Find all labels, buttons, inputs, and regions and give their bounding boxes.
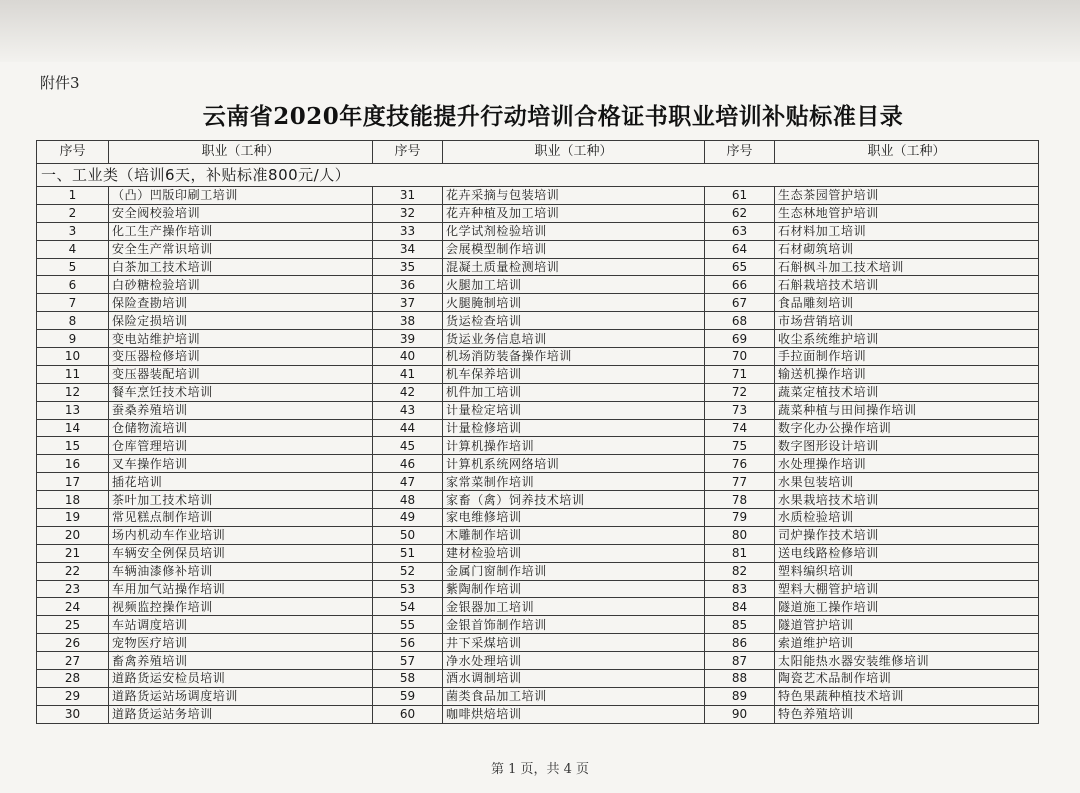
occupation-name: 车站调度培训 (109, 616, 373, 634)
table-row (37, 687, 1039, 705)
occupation-name: 安全阀校验培训 (109, 204, 373, 222)
row-number: 52 (373, 562, 443, 580)
occupation-name: 保险定损培训 (109, 312, 373, 330)
occupation-name: 机车保养培训 (443, 365, 705, 383)
row-number: 28 (37, 670, 109, 688)
occupation-name: 水果包装培训 (775, 473, 1039, 491)
row-number: 40 (373, 348, 443, 366)
occupation-name: 数字图形设计培训 (775, 437, 1039, 455)
occupation-name: 蔬菜定植技术培训 (775, 383, 1039, 401)
table-row (37, 348, 1039, 366)
row-number: 60 (373, 705, 443, 723)
section-heading: 一、工业类（培训6天，补贴标准800元/人） (37, 164, 1039, 187)
occupation-name: 手拉面制作培训 (775, 348, 1039, 366)
occupation-name: 酒水调制培训 (443, 670, 705, 688)
occupation-name: 视频监控操作培训 (109, 598, 373, 616)
row-number: 46 (373, 455, 443, 473)
row-number: 16 (37, 455, 109, 473)
row-number: 55 (373, 616, 443, 634)
row-number: 48 (373, 491, 443, 509)
table-row (37, 222, 1039, 240)
occupation-name: 特色果蔬种植技术培训 (775, 687, 1039, 705)
row-number: 87 (705, 652, 775, 670)
table-row (37, 491, 1039, 509)
occupation-name: 输送机操作培训 (775, 365, 1039, 383)
occupation-name: 索道维护培训 (775, 634, 1039, 652)
row-number: 32 (373, 204, 443, 222)
row-number: 76 (705, 455, 775, 473)
row-number: 33 (373, 222, 443, 240)
row-number: 26 (37, 634, 109, 652)
row-number: 50 (373, 526, 443, 544)
row-number: 54 (373, 598, 443, 616)
header-seq: 序号 (373, 141, 443, 164)
occupation-name: 建材检验培训 (443, 544, 705, 562)
row-number: 80 (705, 526, 775, 544)
occupation-name: 水质检验培训 (775, 509, 1039, 527)
row-number: 78 (705, 491, 775, 509)
row-number: 5 (37, 258, 109, 276)
occupation-name: （凸）凹版印刷工培训 (109, 187, 373, 205)
row-number: 10 (37, 348, 109, 366)
occupation-name: 食品雕刻培训 (775, 294, 1039, 312)
row-number: 66 (705, 276, 775, 294)
row-number: 21 (37, 544, 109, 562)
row-number: 51 (373, 544, 443, 562)
occupation-name: 仓库管理培训 (109, 437, 373, 455)
attachment-label: 附件3 (40, 74, 80, 92)
occupation-name: 会展模型制作培训 (443, 240, 705, 258)
row-number: 11 (37, 365, 109, 383)
occupation-name: 塑料编织培训 (775, 562, 1039, 580)
occupation-name: 石材料加工培训 (775, 222, 1039, 240)
occupation-name: 变电站维护培训 (109, 330, 373, 348)
row-number: 3 (37, 222, 109, 240)
page-footer: 第 1 页，共 4 页 (490, 762, 590, 777)
header-seq: 序号 (705, 141, 775, 164)
table-row (37, 634, 1039, 652)
row-number: 36 (373, 276, 443, 294)
row-number: 13 (37, 401, 109, 419)
row-number: 65 (705, 258, 775, 276)
row-number: 39 (373, 330, 443, 348)
header-occupation: 职业（工种） (443, 141, 705, 164)
row-number: 82 (705, 562, 775, 580)
occupation-name: 市场营销培训 (775, 312, 1039, 330)
occupation-name: 送电线路检修培训 (775, 544, 1039, 562)
row-number: 20 (37, 526, 109, 544)
row-number: 61 (705, 187, 775, 205)
row-number: 69 (705, 330, 775, 348)
table-row (37, 509, 1039, 527)
occupation-name: 井下采煤培训 (443, 634, 705, 652)
row-number: 43 (373, 401, 443, 419)
row-number: 68 (705, 312, 775, 330)
row-number: 56 (373, 634, 443, 652)
header-seq: 序号 (37, 141, 109, 164)
row-number: 2 (37, 204, 109, 222)
row-number: 83 (705, 580, 775, 598)
table-row (37, 455, 1039, 473)
occupation-name: 餐车烹饪技术培训 (109, 383, 373, 401)
occupation-name: 仓储物流培训 (109, 419, 373, 437)
row-number: 44 (373, 419, 443, 437)
occupation-name: 司炉操作技术培训 (775, 526, 1039, 544)
occupation-name: 计算机操作培训 (443, 437, 705, 455)
row-number: 67 (705, 294, 775, 312)
occupation-name: 机场消防装备操作培训 (443, 348, 705, 366)
occupation-name: 家电维修培训 (443, 509, 705, 527)
table-row (37, 330, 1039, 348)
row-number: 88 (705, 670, 775, 688)
row-number: 1 (37, 187, 109, 205)
table-row (37, 544, 1039, 562)
table-row (37, 419, 1039, 437)
row-number: 90 (705, 705, 775, 723)
occupation-name: 生态林地管护培训 (775, 204, 1039, 222)
row-number: 47 (373, 473, 443, 491)
table-row (37, 562, 1039, 580)
row-number: 77 (705, 473, 775, 491)
row-number: 35 (373, 258, 443, 276)
occupation-name: 道路货运站务培训 (109, 705, 373, 723)
row-number: 70 (705, 348, 775, 366)
table-row (37, 705, 1039, 723)
row-number: 4 (37, 240, 109, 258)
row-number: 79 (705, 509, 775, 527)
row-number: 23 (37, 580, 109, 598)
row-number: 22 (37, 562, 109, 580)
occupation-name: 计量检定培训 (443, 401, 705, 419)
occupation-name: 木雕制作培训 (443, 526, 705, 544)
occupation-name: 常见糕点制作培训 (109, 509, 373, 527)
row-number: 8 (37, 312, 109, 330)
table-header-row (37, 141, 1039, 164)
row-number: 89 (705, 687, 775, 705)
occupation-name: 货运业务信息培训 (443, 330, 705, 348)
page-title: 云南省2020年度技能提升行动培训合格证书职业培训补贴标准目录 (202, 103, 904, 130)
table-row (37, 401, 1039, 419)
occupation-name: 花卉采摘与包装培训 (443, 187, 705, 205)
occupation-name: 场内机动车作业培训 (109, 526, 373, 544)
occupation-name: 塑料大棚管护培训 (775, 580, 1039, 598)
occupation-name: 家常菜制作培训 (443, 473, 705, 491)
row-number: 85 (705, 616, 775, 634)
header-occupation: 职业（工种） (109, 141, 373, 164)
section-row (37, 164, 1039, 187)
table-row (37, 187, 1039, 205)
occupation-name: 陶瓷艺术品制作培训 (775, 670, 1039, 688)
table-row (37, 294, 1039, 312)
row-number: 72 (705, 383, 775, 401)
row-number: 37 (373, 294, 443, 312)
occupation-name: 家畜（禽）饲养技术培训 (443, 491, 705, 509)
row-number: 57 (373, 652, 443, 670)
row-number: 71 (705, 365, 775, 383)
table-row (37, 598, 1039, 616)
occupation-name: 石斛栽培技术培训 (775, 276, 1039, 294)
row-number: 18 (37, 491, 109, 509)
row-number: 45 (373, 437, 443, 455)
row-number: 31 (373, 187, 443, 205)
table-row (37, 652, 1039, 670)
occupation-name: 隧道管护培训 (775, 616, 1039, 634)
row-number: 24 (37, 598, 109, 616)
row-number: 49 (373, 509, 443, 527)
row-number: 29 (37, 687, 109, 705)
occupation-name: 太阳能热水器安装维修培训 (775, 652, 1039, 670)
row-number: 81 (705, 544, 775, 562)
occupation-name: 金银首饰制作培训 (443, 616, 705, 634)
table-row (37, 258, 1039, 276)
occupation-name: 金银器加工培训 (443, 598, 705, 616)
occupation-name: 叉车操作培训 (109, 455, 373, 473)
table-row (37, 526, 1039, 544)
occupation-name: 白茶加工技术培训 (109, 258, 373, 276)
occupation-name: 畜禽养殖培训 (109, 652, 373, 670)
occupation-name: 咖啡烘焙培训 (443, 705, 705, 723)
subsidy-table (36, 140, 1039, 724)
row-number: 63 (705, 222, 775, 240)
occupation-name: 隧道施工操作培训 (775, 598, 1039, 616)
table-row (37, 365, 1039, 383)
occupation-name: 花卉种植及加工培训 (443, 204, 705, 222)
header-occupation: 职业（工种） (775, 141, 1039, 164)
occupation-name: 化学试剂检验培训 (443, 222, 705, 240)
occupation-name: 蚕桑养殖培训 (109, 401, 373, 419)
row-number: 53 (373, 580, 443, 598)
occupation-name: 火腿加工培训 (443, 276, 705, 294)
row-number: 41 (373, 365, 443, 383)
row-number: 30 (37, 705, 109, 723)
occupation-name: 蔬菜种植与田间操作培训 (775, 401, 1039, 419)
occupation-name: 特色养殖培训 (775, 705, 1039, 723)
row-number: 64 (705, 240, 775, 258)
occupation-name: 化工生产操作培训 (109, 222, 373, 240)
occupation-name: 计算机系统网络培训 (443, 455, 705, 473)
occupation-name: 变压器装配培训 (109, 365, 373, 383)
occupation-name: 茶叶加工技术培训 (109, 491, 373, 509)
occupation-name: 生态茶园管护培训 (775, 187, 1039, 205)
row-number: 73 (705, 401, 775, 419)
row-number: 9 (37, 330, 109, 348)
row-number: 14 (37, 419, 109, 437)
row-number: 74 (705, 419, 775, 437)
occupation-name: 道路货运站场调度培训 (109, 687, 373, 705)
occupation-name: 收尘系统维护培训 (775, 330, 1039, 348)
row-number: 84 (705, 598, 775, 616)
occupation-name: 计量检修培训 (443, 419, 705, 437)
table-row (37, 437, 1039, 455)
row-number: 12 (37, 383, 109, 401)
subsidy-table-wrapper (36, 140, 1038, 724)
table-row (37, 204, 1039, 222)
row-number: 86 (705, 634, 775, 652)
occupation-name: 数字化办公操作培训 (775, 419, 1039, 437)
table-row (37, 473, 1039, 491)
row-number: 27 (37, 652, 109, 670)
row-number: 38 (373, 312, 443, 330)
occupation-name: 安全生产常识培训 (109, 240, 373, 258)
row-number: 75 (705, 437, 775, 455)
occupation-name: 火腿腌制培训 (443, 294, 705, 312)
table-row (37, 240, 1039, 258)
row-number: 17 (37, 473, 109, 491)
occupation-name: 净水处理培训 (443, 652, 705, 670)
occupation-name: 紫陶制作培训 (443, 580, 705, 598)
row-number: 58 (373, 670, 443, 688)
occupation-name: 机件加工培训 (443, 383, 705, 401)
occupation-name: 石材砌筑培训 (775, 240, 1039, 258)
occupation-name: 混凝土质量检测培训 (443, 258, 705, 276)
occupation-name: 白砂糖检验培训 (109, 276, 373, 294)
row-number: 7 (37, 294, 109, 312)
table-row (37, 276, 1039, 294)
table-row (37, 312, 1039, 330)
table-row (37, 383, 1039, 401)
table-row (37, 670, 1039, 688)
occupation-name: 水果栽培技术培训 (775, 491, 1039, 509)
occupation-name: 石斛枫斗加工技术培训 (775, 258, 1039, 276)
occupation-name: 保险查勘培训 (109, 294, 373, 312)
occupation-name: 水处理操作培训 (775, 455, 1039, 473)
table-row (37, 616, 1039, 634)
occupation-name: 车辆安全例保员培训 (109, 544, 373, 562)
occupation-name: 菌类食品加工培训 (443, 687, 705, 705)
row-number: 42 (373, 383, 443, 401)
row-number: 6 (37, 276, 109, 294)
row-number: 19 (37, 509, 109, 527)
occupation-name: 道路货运安检员培训 (109, 670, 373, 688)
row-number: 15 (37, 437, 109, 455)
occupation-name: 金属门窗制作培训 (443, 562, 705, 580)
table-row (37, 580, 1039, 598)
row-number: 59 (373, 687, 443, 705)
row-number: 62 (705, 204, 775, 222)
occupation-name: 宠物医疗培训 (109, 634, 373, 652)
row-number: 34 (373, 240, 443, 258)
occupation-name: 变压器检修培训 (109, 348, 373, 366)
occupation-name: 插花培训 (109, 473, 373, 491)
occupation-name: 车辆油漆修补培训 (109, 562, 373, 580)
occupation-name: 货运检查培训 (443, 312, 705, 330)
occupation-name: 车用加气站操作培训 (109, 580, 373, 598)
row-number: 25 (37, 616, 109, 634)
